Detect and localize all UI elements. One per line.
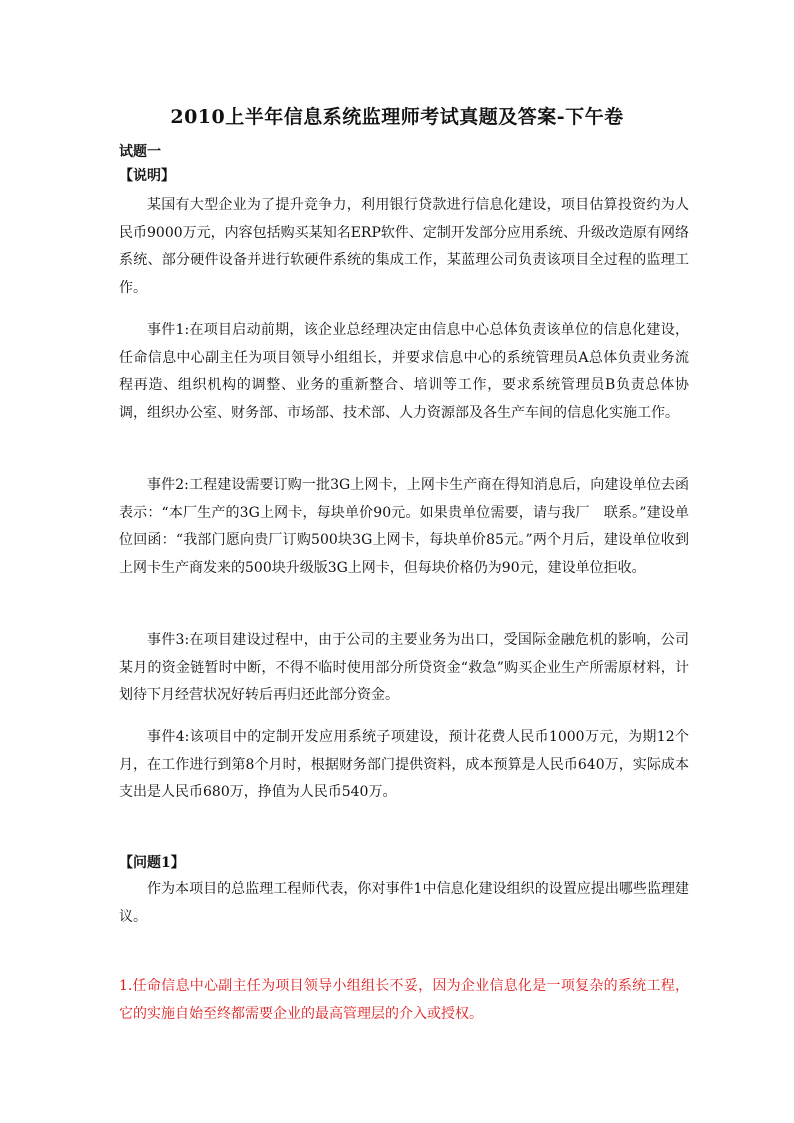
answer-1-text: 1.任命信息中心副主任为项目领导小组组长不妥，因为企业信息化是一项复杂的系统工程，它的实施自始至终都需要企业的最高管理层的介入或授权。 bbox=[119, 978, 689, 1022]
paragraph-background: 某国有大型企业为了提升竞争力，利用银行贷款进行信息化建设，项目估算投资约为人民币9000万元，内容包括购买某知名ERP软件、定制开发部分应用系统、升级改造原有网络系统、部分硬件设备并进行软硬件系统的集成工作，某蓝理公司负责该项目全过程的监理工作。 bbox=[119, 197, 689, 296]
paragraph-event-4: 事件4:该项目中的定制开发应用系统子项建设，预计花费人民币1000万元，为期12个月，在工作进行到第8个月时，根据财务部门提供资料，成本预算是人民币640万，实际成本支出是人民币680万，挣值为人民币540万。 bbox=[119, 729, 689, 800]
paragraph-event-2: 事件2:工程建设需要订购一批3G上网卡，上网卡生产商在得知消息后，向建设单位去函表示：“本厂生产的3G上网卡，每块单价90元。如果贵单位需要，请与我厂 联系。”建设单位回函：“我部门愿向贵厂订购500块3G上网卡，每块单价85元。”两个月后，建设单位收到上网卡生产商发来的500块升级版3G上网卡，但每块价格仍为90元，建设单位拒收。 bbox=[119, 477, 689, 576]
question-1-label: 【问题1】 bbox=[119, 855, 185, 871]
paragraph-event-3: 事件3:在项目建设过程中，由于公司的主要业务为出口，受国际金融危机的影响，公司某月的资金链暂时中断，不得不临时使用部分所贷资金“救急”购买企业生产所需原材料，计划待下月经营状况好转后再归还此部分资金。 bbox=[119, 632, 689, 703]
document-title: 2010上半年信息系统监理师考试真题及答案-下午卷 bbox=[170, 106, 624, 128]
intro-label: 【说明】 bbox=[119, 168, 175, 184]
section-heading: 试题一 bbox=[119, 144, 161, 160]
paragraph-event-1: 事件1:在项目启动前期，该企业总经理决定由信息中心总体负责该单位的信息化建设，任命信息中心副主任为项目领导小组组长，并要求信息中心的系统管理员A总体负责业务流程再造、组织机构的调整、业务的重新整合、培训等工作，要求系统管理员B负责总体协调，组织办公室、财务部、市场部、技术部、人力资源部及各生产车间的信息化实施工作。 bbox=[119, 322, 689, 421]
question-1-text: 作为本项目的总监理工程师代表，你对事件1中信息化建设组织的设置应提出哪些监理建议。 bbox=[119, 881, 689, 925]
